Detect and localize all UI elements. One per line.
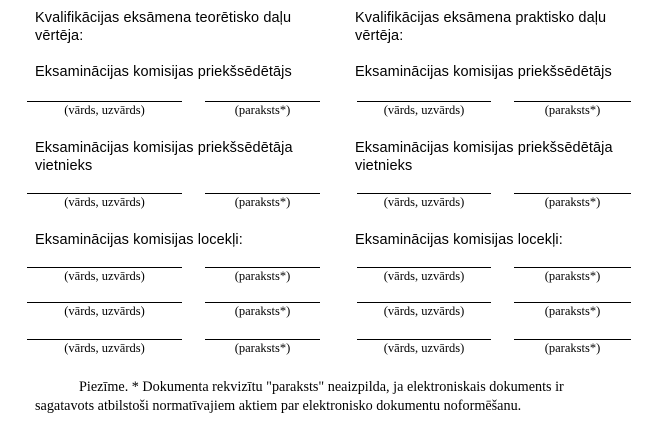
footnote-line1 <box>35 378 635 397</box>
right-member1-signature-line[interactable] <box>514 267 631 268</box>
footnote-line1-text: Piezīme. * Dokumenta rekvizītu "paraksts" neaizpilda, ja elektroniskais dokuments ir <box>79 379 564 395</box>
left-member3-name-line[interactable] <box>27 339 182 340</box>
left-title-line2: vērtēja: <box>35 28 84 44</box>
right-chair-name-line[interactable] <box>357 101 491 102</box>
left-member1-signature-line[interactable] <box>205 267 320 268</box>
right-members-label: Eksaminācijas komisijas locekļi: <box>355 232 563 248</box>
left-member2-name-line[interactable] <box>27 302 182 303</box>
right-vice-signature-line[interactable] <box>514 193 631 194</box>
left-member2-signature-caption: (paraksts*) <box>234 304 291 318</box>
right-member3-signature-caption: (paraksts*) <box>544 341 601 355</box>
right-chair-name-caption: (vārds, uzvārds) <box>383 103 465 117</box>
left-members-label: Eksaminācijas komisijas locekļi: <box>35 232 243 248</box>
right-chair-signature-caption: (paraksts*) <box>544 103 601 117</box>
left-chair-name-line[interactable] <box>27 101 182 102</box>
left-chair-name-caption: (vārds, uzvārds) <box>64 103 145 117</box>
right-member2-signature-line[interactable] <box>514 302 631 303</box>
right-vice-name-caption: (vārds, uzvārds) <box>383 195 465 209</box>
left-member1-name-caption: (vārds, uzvārds) <box>64 269 145 283</box>
right-member3-signature-line[interactable] <box>514 339 631 340</box>
right-vice-signature-caption: (paraksts*) <box>544 195 601 209</box>
left-member3-signature-line[interactable] <box>205 339 320 340</box>
left-vice-line1: Eksaminācijas komisijas priekšsēdētāja <box>35 140 293 156</box>
right-member2-signature-caption: (paraksts*) <box>544 304 601 318</box>
left-member1-signature-caption: (paraksts*) <box>234 269 291 283</box>
left-vice-signature-line[interactable] <box>205 193 320 194</box>
right-member2-name-caption: (vārds, uzvārds) <box>383 304 465 318</box>
right-vice-name-line[interactable] <box>357 193 491 194</box>
right-member1-name-caption: (vārds, uzvārds) <box>383 269 465 283</box>
right-chair-signature-line[interactable] <box>514 101 631 102</box>
left-vice-signature-caption: (paraksts*) <box>234 195 291 209</box>
right-title-line1: Kvalifikācijas eksāmena praktisko daļu <box>355 10 607 26</box>
footnote <box>35 378 635 416</box>
right-member3-name-line[interactable] <box>357 339 491 340</box>
right-title-line2: vērtēja: <box>355 28 404 44</box>
left-chair-label: Eksaminācijas komisijas priekšsēdētājs <box>35 64 292 80</box>
left-chair-signature-caption: (paraksts*) <box>234 103 291 117</box>
left-vice-name-caption: (vārds, uzvārds) <box>64 195 145 209</box>
right-member2-name-line[interactable] <box>357 302 491 303</box>
footnote-line2: sagatavots atbilstoši normatīvajiem aktiem par elektronisko dokumentu noformēšanu. <box>35 398 522 414</box>
left-member2-signature-line[interactable] <box>205 302 320 303</box>
left-member1-name-line[interactable] <box>27 267 182 268</box>
right-member3-name-caption: (vārds, uzvārds) <box>383 341 465 355</box>
left-member3-name-caption: (vārds, uzvārds) <box>64 341 145 355</box>
right-vice-line1: Eksaminācijas komisijas priekšsēdētāja <box>355 140 613 156</box>
left-chair-signature-line[interactable] <box>205 101 320 102</box>
right-member1-signature-caption: (paraksts*) <box>544 269 601 283</box>
left-title-line1: Kvalifikācijas eksāmena teorētisko daļu <box>35 10 292 26</box>
left-vice-name-line[interactable] <box>27 193 182 194</box>
right-chair-label: Eksaminācijas komisijas priekšsēdētājs <box>355 64 612 80</box>
right-vice-line2: vietnieks <box>355 158 413 174</box>
right-member1-name-line[interactable] <box>357 267 491 268</box>
left-member2-name-caption: (vārds, uzvārds) <box>64 304 145 318</box>
left-member3-signature-caption: (paraksts*) <box>234 341 291 355</box>
left-vice-line2: vietnieks <box>35 158 93 174</box>
